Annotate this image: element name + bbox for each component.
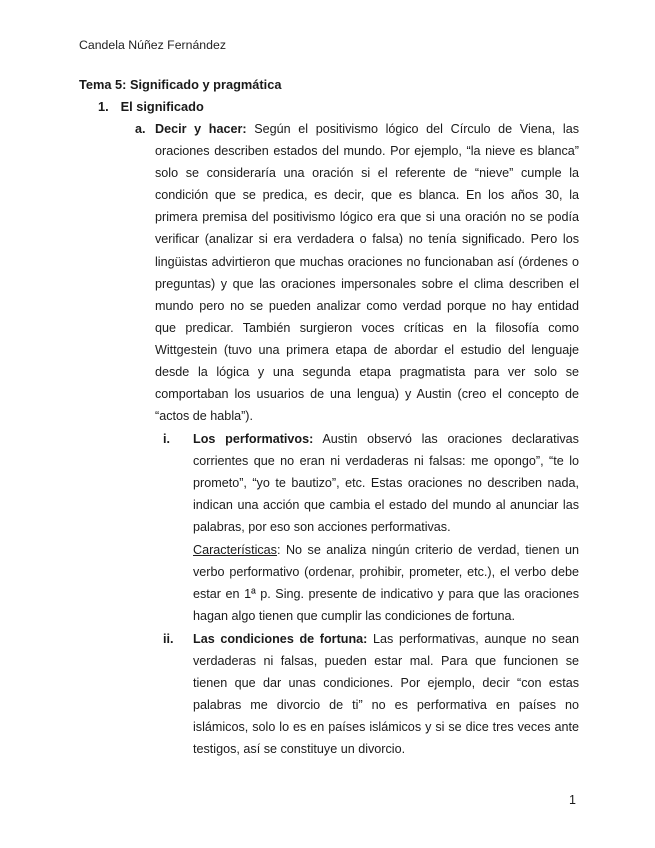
paragraph-performativos <box>193 428 579 538</box>
header-author: Candela Núñez Fernández <box>79 38 226 52</box>
caracteristicas-label: Características <box>193 543 277 557</box>
paragraph-caracteristicas <box>193 539 579 627</box>
item-ii-label: Las condiciones de fortuna: <box>193 632 368 646</box>
item-i-text: Austin observó las oraciones declarativas corrientes que no eran ni verdaderas ni falsas: me opongo”, “te lo prometo”, “yo te bautizo”, etc. Estas oraciones no describen nada, indican una acción que cambia el estado del mundo al anunciar las palabras, por eso son acciones performativas. <box>193 432 579 535</box>
page-number: 1 <box>569 793 576 807</box>
item-ii-text: Las performativas, aunque no sean verdaderas ni falsas, pueden estar mal. Para que funcionen se tienen que dar unas condiciones. Por ejemplo, decir “con estas palabras me divorcio de ti” no es performativa en países no islámicos, solo lo es en países islámicos y si se dice tres veces ante testigos, así se constituye un divorcio. <box>193 632 579 757</box>
document-title: Tema 5: Significado y pragmática <box>79 77 282 92</box>
section-title: El significado <box>120 99 204 114</box>
list-marker-ii: ii. <box>163 632 174 646</box>
caracteristicas-text: : No se analiza ningún criterio de verdad, tienen un verbo performativo (ordenar, prohibir, prometer, etc.), el verbo debe estar en 1ª p. Sing. presente de indicativo y para que las oraciones hagan algo tienen que cumplir las condiciones de fortuna. <box>193 543 579 624</box>
item-a-text: Según el positivismo lógico del Círculo de Viena, las oraciones describen estados del mundo. Por ejemplo, “la nieve es blanca” solo se consideraría una oración si el referente de “nieve” cumple la condición que se predica, es decir, que es blanca. En los años 30, la primera premisa del positivismo lógico era que si una oración no se podía verificar (analizar si era verdadera o falsa) no tenía significado. Pero los lingüistas advirtieron que muchas oraciones no funcionaban así (órdenes o preguntas) y que las oraciones impersonales sobre el clima describen el mundo pero no se pueden analizar como verdad porque no hay entidad que predicar. También surgieron voces críticas en la filosofía como Wittgestein (tuvo una primera etapa de abordar el estudio del lenguaje desde la lógica y una segunda etapa pragmatista para ver solo se comportaban los usuarios de una lengua) y Austin (creo el concepto de “actos de habla”). <box>155 122 579 424</box>
section-number: 1. <box>98 99 109 114</box>
list-marker-a: a. <box>135 122 146 136</box>
paragraph-decir-y-hacer <box>155 118 579 427</box>
paragraph-condiciones-de-fortuna <box>193 628 579 761</box>
list-marker-i: i. <box>163 432 170 446</box>
section-heading <box>98 99 204 114</box>
item-a-label: Decir y hacer: <box>155 122 247 136</box>
item-i-label: Los performativos: <box>193 432 314 446</box>
